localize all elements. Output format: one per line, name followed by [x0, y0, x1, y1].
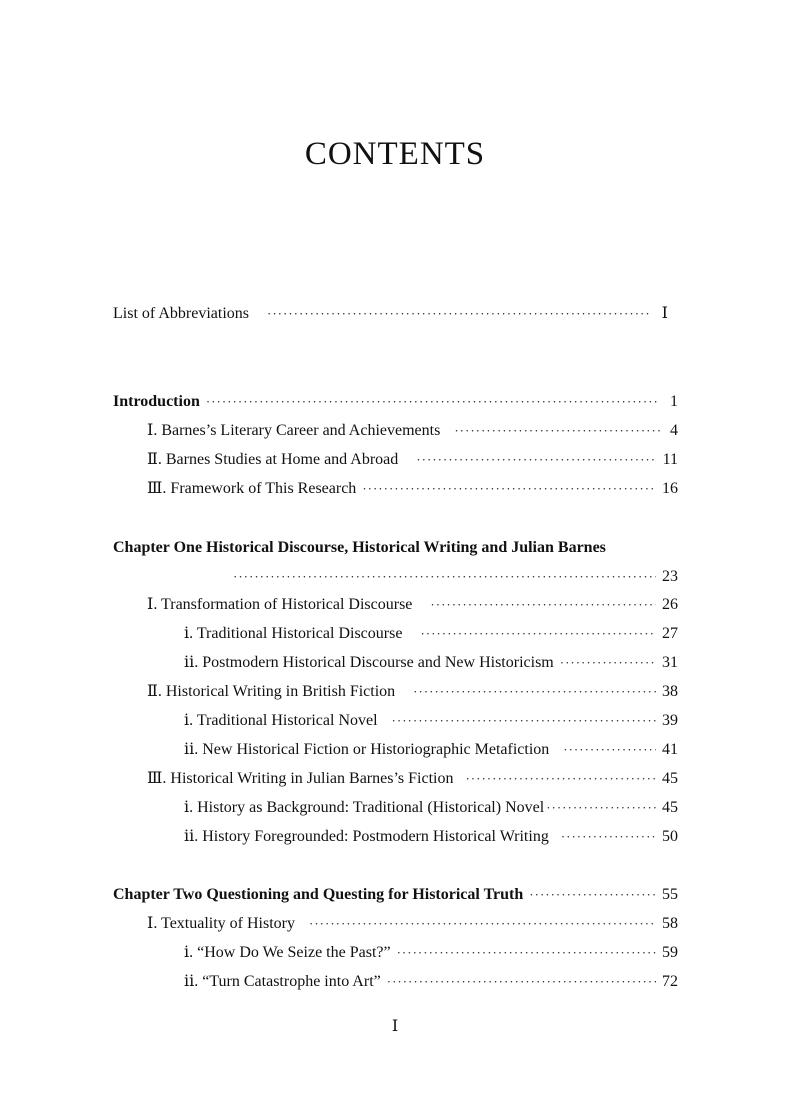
leader-dots	[309, 913, 656, 935]
toc-label: ⅰ. History as Background: Traditional (Historical) Novel	[184, 799, 545, 816]
toc-page-number: 59	[662, 944, 678, 961]
leader-dots	[392, 710, 656, 732]
leader-dots	[546, 797, 656, 819]
toc-page-number: 11	[662, 451, 678, 468]
toc-page-number: 27	[662, 625, 678, 642]
toc-label: Introduction	[113, 393, 200, 410]
toc-page-number: 72	[662, 973, 678, 990]
toc-page-number: 26	[662, 596, 678, 613]
toc-page-number: 55	[662, 886, 678, 903]
page-footer-number: Ⅰ	[391, 1018, 399, 1035]
leader-dots	[529, 884, 656, 906]
toc-entry-introduction[interactable]	[113, 391, 678, 413]
leader-dots	[397, 942, 656, 964]
leader-dots	[465, 768, 656, 790]
toc-entry[interactable]	[147, 681, 678, 703]
toc-entry[interactable]	[184, 739, 678, 761]
leader-dots	[413, 681, 656, 703]
toc-page-number: 45	[662, 799, 678, 816]
toc-entry[interactable]	[184, 971, 678, 993]
toc-entry[interactable]	[147, 449, 678, 471]
toc-label: Ⅲ. Historical Writing in Julian Barnes’s Fiction	[147, 770, 454, 787]
toc-entry-continuation[interactable]	[233, 566, 678, 588]
toc-label: ⅱ. “Turn Catastrophe into Art”	[184, 973, 381, 990]
page-title: CONTENTS	[304, 136, 486, 172]
toc-label: ⅰ. “How Do We Seize the Past?”	[184, 944, 391, 961]
leader-dots	[454, 420, 660, 442]
toc-label: Ⅰ. Barnes’s Literary Career and Achievements	[147, 422, 441, 439]
toc-page-number: 16	[662, 480, 678, 497]
toc-entry[interactable]	[147, 478, 678, 500]
toc-entry[interactable]	[184, 710, 678, 732]
toc-entry[interactable]	[147, 420, 678, 442]
leader-dots	[387, 971, 656, 993]
toc-entry[interactable]	[184, 942, 678, 964]
chapter-heading[interactable]: Chapter One Historical Discourse, Historical Writing and Julian Barnes	[113, 539, 606, 556]
toc-page-number: 45	[662, 770, 678, 787]
toc-label: Ⅱ. Historical Writing in British Fiction	[147, 683, 396, 700]
toc-entry[interactable]	[147, 768, 678, 790]
leader-dots	[561, 826, 656, 848]
toc-label: List of Abbreviations	[113, 305, 249, 322]
toc-page-number: 1	[670, 393, 678, 410]
leader-dots	[563, 739, 656, 761]
toc-label: Ⅰ. Transformation of Historical Discourse	[147, 596, 413, 613]
toc-label: ⅰ. Traditional Historical Discourse	[184, 625, 403, 642]
toc-label: ⅱ. History Foregrounded: Postmodern Historical Writing	[184, 828, 549, 845]
toc-page-number: 58	[662, 915, 678, 932]
toc-label: Ⅰ. Textuality of History	[147, 915, 295, 932]
toc-label: Ⅱ. Barnes Studies at Home and Abroad	[147, 451, 399, 468]
leader-dots	[420, 623, 656, 645]
leader-dots	[362, 478, 656, 500]
toc-entry[interactable]	[184, 623, 678, 645]
leader-dots	[430, 594, 656, 616]
toc-page-number: 23	[662, 568, 678, 585]
leader-dots	[206, 391, 660, 413]
toc-entry[interactable]	[184, 797, 678, 819]
toc-entry[interactable]	[184, 652, 678, 674]
toc-label: ⅱ. Postmodern Historical Discourse and New Historicism	[184, 654, 554, 671]
leader-dots	[560, 652, 656, 674]
toc-entry[interactable]	[147, 594, 678, 616]
toc-label: Ⅲ. Framework of This Research	[147, 480, 357, 497]
toc-page-number: 4	[670, 422, 678, 439]
leader-dots	[416, 449, 656, 471]
toc-entry-chapter-two[interactable]	[113, 884, 678, 906]
toc-label: ⅱ. New Historical Fiction or Historiographic Metafiction	[184, 741, 550, 758]
toc-page-number: 39	[662, 712, 678, 729]
leader-dots	[233, 566, 656, 588]
toc-label: ⅰ. Traditional Historical Novel	[184, 712, 378, 729]
toc-page-number: Ⅰ	[661, 305, 668, 322]
toc-entry-abbreviations[interactable]	[113, 303, 668, 325]
leader-dots	[267, 303, 650, 325]
toc-entry[interactable]	[184, 826, 678, 848]
chapter-heading: Chapter Two Questioning and Questing for Historical Truth	[113, 886, 524, 903]
toc-entry[interactable]	[147, 913, 678, 935]
toc-page-number: 31	[662, 654, 678, 671]
toc-page-number: 50	[662, 828, 678, 845]
toc-page-number: 41	[662, 741, 678, 758]
toc-page-number: 38	[662, 683, 678, 700]
